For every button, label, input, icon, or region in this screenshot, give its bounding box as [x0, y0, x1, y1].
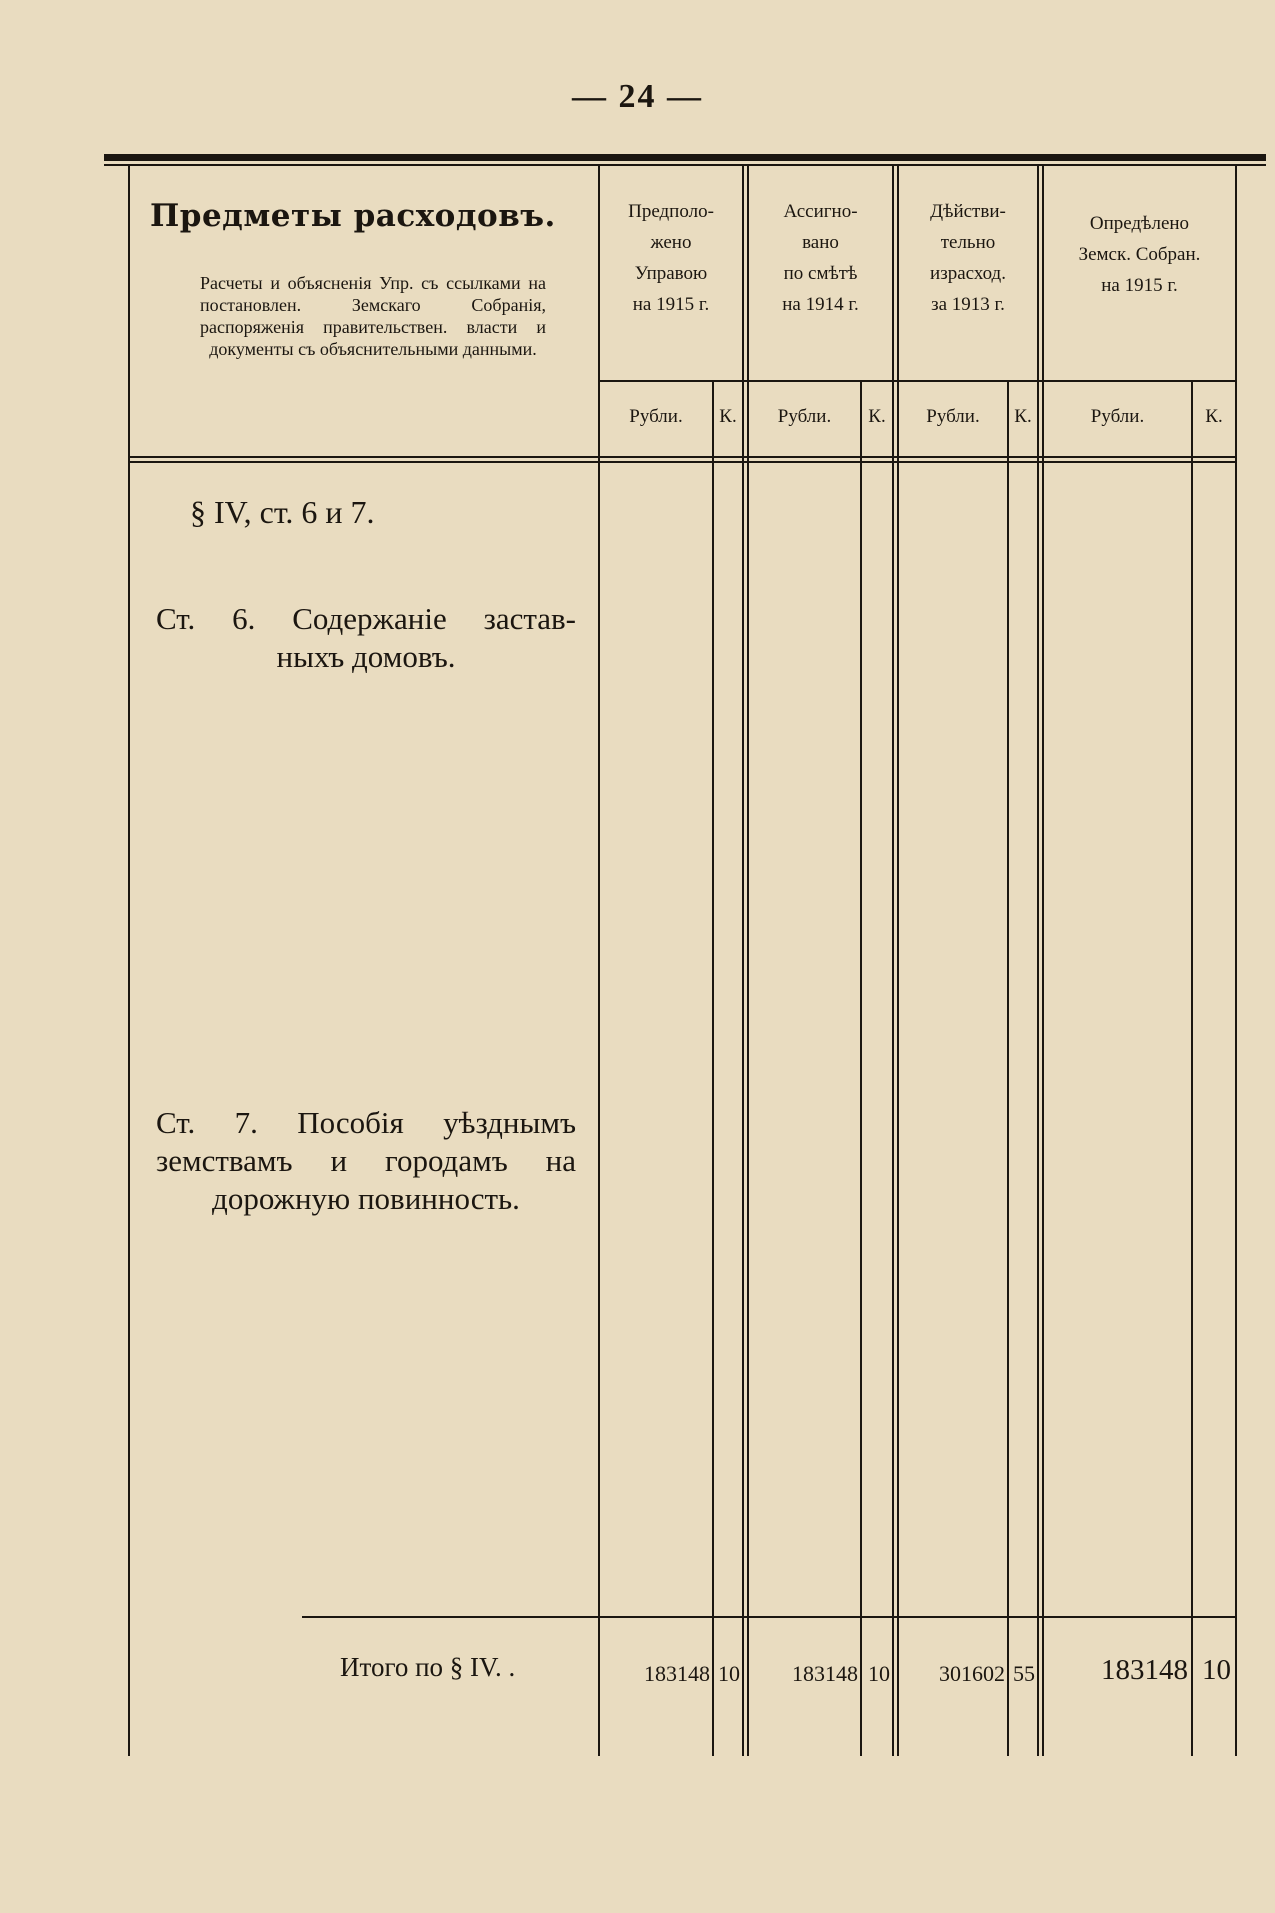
total-rule: [302, 1616, 1235, 1618]
subheader-rubles: Рубли.: [777, 406, 832, 427]
header-bottom-rule: [128, 456, 1235, 458]
column-header-proposed: Предполо- жено Управою на 1915 г.: [628, 201, 714, 315]
subheader-kopecks: К.: [868, 406, 886, 427]
total-determined-kopecks: 10: [1202, 1654, 1231, 1686]
subheader-kopecks: К.: [1014, 406, 1032, 427]
subheader-rubles: Рубли.: [1090, 406, 1145, 427]
kopeck-divider: [1007, 380, 1009, 1756]
column-divider: [1042, 164, 1044, 1756]
column-header-assigned: Ассигно- вано по смѣтѣ на 1914 г.: [782, 201, 859, 315]
section-heading: § IV, ст. 6 и 7.: [190, 494, 375, 530]
column-divider: [892, 164, 894, 1756]
column-header-determined: Опредѣлено Земск. Собран. на 1915 г.: [1078, 213, 1201, 296]
column-divider: [897, 164, 899, 1756]
total-proposed-rubles: 183148: [644, 1661, 710, 1686]
column-divider: [747, 164, 749, 1756]
table-left-border: [128, 164, 130, 1756]
column-header-spent: Дѣйстви- тельно израсход. за 1913 г.: [930, 201, 1006, 315]
column-divider: [1037, 164, 1039, 1756]
table-top-rule: [104, 154, 1266, 161]
kopeck-divider: [1191, 380, 1193, 1756]
total-label: Итого по § IV. .: [340, 1652, 516, 1682]
subheader-rubles: Рубли.: [926, 406, 980, 427]
page-number: — 24 —: [572, 78, 703, 115]
kopeck-divider: [712, 380, 714, 1756]
total-proposed-kopecks: 10: [718, 1661, 740, 1686]
total-determined-rubles: 183148: [1101, 1654, 1188, 1686]
subheader-kopecks: К.: [719, 406, 737, 427]
total-assigned-kopecks: 10: [868, 1661, 890, 1686]
column-divider: [742, 164, 744, 1756]
article-7-title: Ст. 7. Пособія уѣзднымъ земствамъ и городамъ на дорожную повинность.: [156, 1105, 576, 1216]
article-6-title: Ст. 6. Содержаніе застав- ныхъ домовъ.: [156, 601, 576, 674]
kopeck-divider: [860, 380, 862, 1756]
subheader-kopecks: К.: [1205, 406, 1223, 427]
table-right-border: [1235, 164, 1237, 1756]
table-top-rule-thin: [104, 164, 1266, 166]
header-bottom-rule-thin: [128, 461, 1235, 463]
total-assigned-rubles: 183148: [792, 1661, 858, 1686]
expense-heading-title: Предметы расходовъ.: [150, 198, 556, 234]
subheader-rule: [598, 380, 1235, 382]
subheader-rubles: Рубли.: [629, 406, 683, 427]
column-divider: [598, 164, 600, 1756]
total-spent-kopecks: 55: [1013, 1661, 1035, 1686]
expense-heading-subtitle: Расчеты и объясненія Упр. съ ссылками на постановлен. Земскаго Собранія, распоряженія правительствен. власти и документы съ объяснительными данными.: [200, 273, 546, 359]
total-spent-rubles: 301602: [939, 1661, 1005, 1686]
